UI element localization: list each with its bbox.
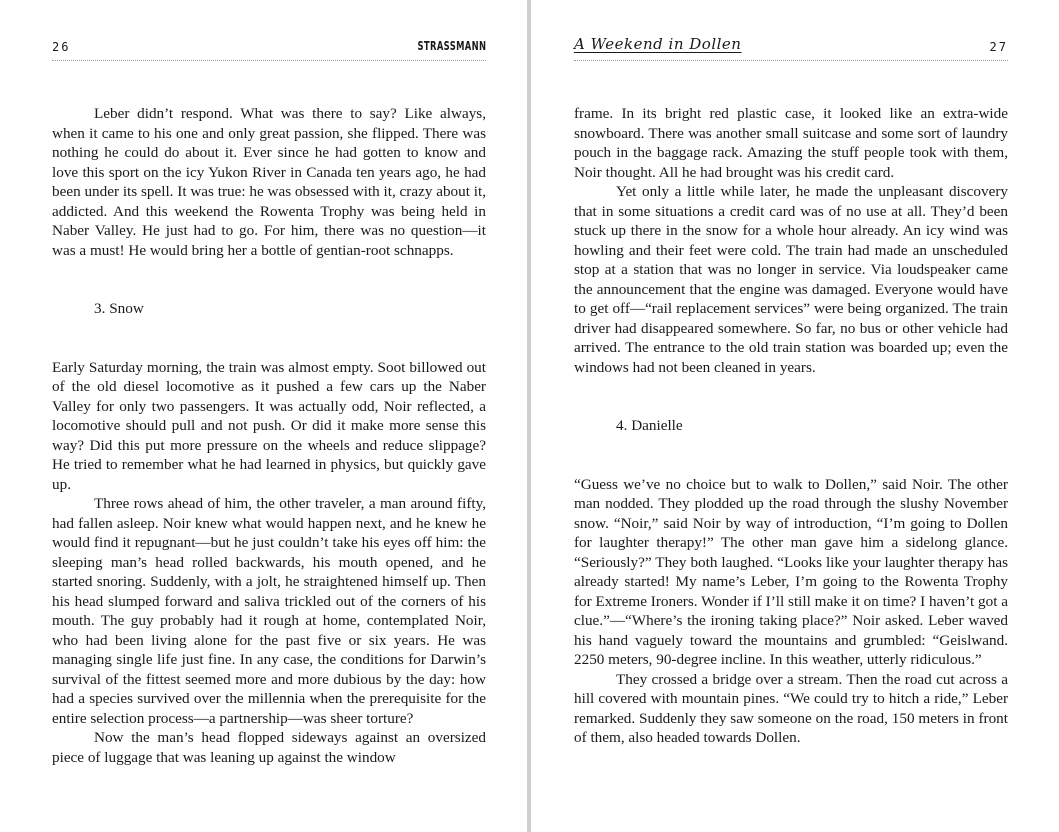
- left-page-header: [52, 38, 486, 61]
- paragraph: Leber didn’t respond. What was there to say? Like always, when it came to his one and only great passion, she flipped. There was nothing he could do about it. Ever since he had gotten to know and love this sport on the icy Yukon River in Canada ten years ago, he had been under its spell. It was true: he was obsessed with it, crazy about it, addicted. And this weekend the Rowenta Trophy was being held in Naber Valley. He just had to go. For him, there was no question—it was a must! He would bring her a bottle of gentian-root schnapps.: [52, 105, 487, 259]
- paragraph: frame. In its bright red plastic case, it looked like an extra-wide snowboard. There was another small suitcase and some sort of laundry pouch in the baggage rack. Amazing the stuff people took with them, Noir thought. All he had brought was his credit card.: [574, 105, 1008, 181]
- paragraph: They crossed a bridge over a stream. Then the road cut across a hill covered with mountain pines. “We could try to hitch a ride,” Leber remarked. Suddenly they saw someone on the road, 150 meters in front of them, also headed towards Dollen.: [574, 670, 1008, 746]
- right-page: [574, 0, 1008, 832]
- paragraph: Three rows ahead of him, the other traveler, a man around fifty, had fallen asleep. Noir knew what would happen next, and he knew he would find it repugnant—but he just couldn’t take his eyes off him: the sleeping man’s head rolled backwards, his mouth opened, and he started snoring. Suddenly, with a jolt, he straightened himself up. Then his head slumped forward and saliva trickled out of the corners of his mouth. The guy probably had it rough at home, contemplated Noir, who had been living alone for the past five or six years. He was managing single life just fine. In any case, the conditions for Darwin’s survival of the fittest seemed more and more dubious by the day: how had a species survived over the millennia when the prerequisite for the entire selection process—a partnership—was sheer torture?: [52, 495, 486, 727]
- right-page-number: 27: [989, 40, 1008, 54]
- section-heading: 4. Danielle: [616, 417, 683, 434]
- left-page-text: [52, 104, 486, 767]
- section-heading: 3. Snow: [94, 300, 144, 317]
- paragraph: Yet only a little while later, he made the unpleasant discovery that in some situations a credit card was of no use at all. They’d been stuck up there in the snow for a whole hour already. An icy wind was howling and their feet were cold. The train had made an unscheduled stop at a station that was no longer in service. Via loudspeaker came the announcement that the engine was damaged. Everyone would have to get off—“rail replacement services” were being organized. The train driver had disappeared somewhere. So far, no bus or other vehicle had arrived. The entrance to the old train station was boarded up; even the windows had not been cleaned in years.: [574, 183, 1008, 376]
- left-page: [52, 0, 486, 832]
- right-page-text: [574, 104, 1008, 748]
- right-page-header: [574, 35, 1008, 61]
- left-running-head: STRASSMANN: [417, 39, 486, 53]
- paragraph: Now the man’s head flopped sideways against an oversized piece of luggage that was leaning up against the window: [52, 729, 486, 766]
- paragraph: Early Saturday morning, the train was almost empty. Soot billowed out of the old diesel locomotive as it pushed a few cars up the Naber Valley for only two passengers. It was actually odd, Noir reflected, a locomotive should pull and not push. Or did it make more sense this way? Did this put more pressure on the wheels and reduce slippage? He tried to remember what he had learned in physics, but quickly gave up.: [52, 358, 486, 493]
- book-gutter: [527, 0, 531, 832]
- right-running-head: A Weekend in Dollen: [574, 35, 742, 53]
- paragraph: “Guess we’ve no choice but to walk to Dollen,” said Noir. The other man nodded. They plodded up the road through the slushy November snow. “Noir,” said Noir by way of introduction, “I’m going to Dollen for laughter therapy!” The other man gave him a sidelong glance. “Seriously?” They both laughed. “Looks like your laughter therapy has already started! My name’s Leber, I’m going to the Rowenta Trophy for Extreme Ironers. Wonder if I’ll still make it on time? I haven’t got a clue.”—“Where’s the ironing taking place?” Noir asked. Leber waved his hand vaguely toward the mountains and grumbled: “Geislwand. 2250 meters, 90-degree incline. In this weather, utterly ridiculous.”: [574, 475, 1008, 668]
- left-page-number: 26: [52, 40, 71, 54]
